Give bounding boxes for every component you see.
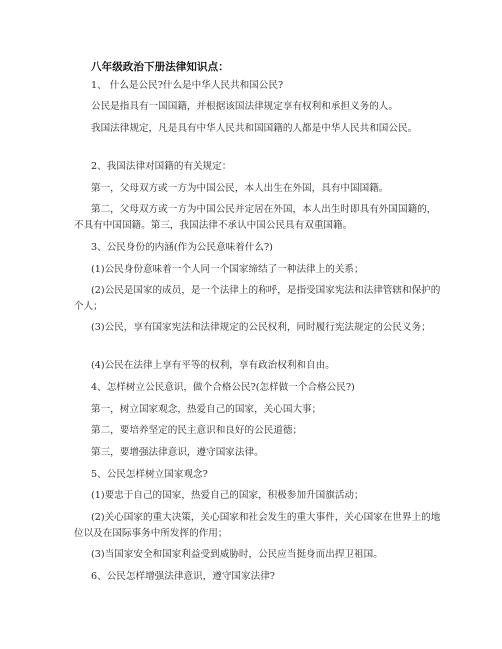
document-title: 八年级政治下册法律知识点：	[91, 61, 229, 73]
paragraph-16: 5、公民怎样树立国家观念?	[91, 469, 208, 480]
paragraph-7: 3、公民身份的内涵(作为公民意味着什么?)	[91, 242, 273, 253]
paragraph-2: 公民是指具有一国国籍，并根据该国法律规定享有权利和承担义务的人。	[91, 101, 398, 112]
paragraph-1: 1、 什么是公民?什么是中华人民共和国公民?	[91, 80, 284, 91]
paragraph-19: (3)当国家安全和国家利益受到威胁时，公民应当挺身而出捍卫祖国。	[91, 549, 383, 560]
paragraph-8: (1)公民身份意味着一个人同一个国家缔结了一种法律上的关系；	[91, 264, 364, 275]
paragraph-13: 第一，树立国家观念，热爱自己的国家，关心国大事；	[91, 404, 322, 415]
paragraph-5: 第一，父母双方或一方为中国公民，本人出生在外国，具有中国国籍。	[91, 183, 389, 194]
paragraph-18: (2)关心国家的重大决策，关心国家和社会发生的重大事件，关心国家在世界上的地位以及在国际事务中所发挥的作用；	[74, 512, 441, 539]
paragraph-12: 4、怎样树立公民意识，做个合格公民?(怎样做一个合格公民?)	[91, 382, 355, 393]
paragraph-3: 我国法律规定，凡是具有中华人民共和国国籍的人都是中华人民共和国公民。	[91, 123, 418, 134]
paragraph-15: 第三，要增强法律意识，遵守国家法律。	[91, 447, 264, 458]
paragraph-11: (4)公民在法律上享有平等的权利，享有政治权利和自由。	[91, 360, 335, 371]
paragraph-6: 第二，父母双方或一方为中国公民并定居在外国，本人出生时即具有外国国籍的，不具有中国国籍。第三，我国法律不承认中国公民具有双重国籍。	[74, 204, 437, 231]
paragraph-17: (1)要忠于自己的国家，热爱自己的国家，积极参加升国旗活动；	[91, 490, 364, 501]
paragraph-14: 第二，要培养坚定的民主意识和良好的公民道德；	[91, 425, 303, 436]
paragraph-9: (2)公民是国家的成员，是一个法律上的称呼，是指受国家宪法和法律管辖和保护的个人；	[74, 285, 441, 312]
paragraph-20: 6、公民怎样增强法律意识，遵守国家法律?	[91, 571, 275, 582]
paragraph-10: (3)公民，享有国家宪法和法律规定的公民权利，同时履行宪法规定的公民义务；	[91, 322, 431, 333]
paragraph-4: 2、我国法律对国籍的有关规定：	[91, 161, 232, 172]
